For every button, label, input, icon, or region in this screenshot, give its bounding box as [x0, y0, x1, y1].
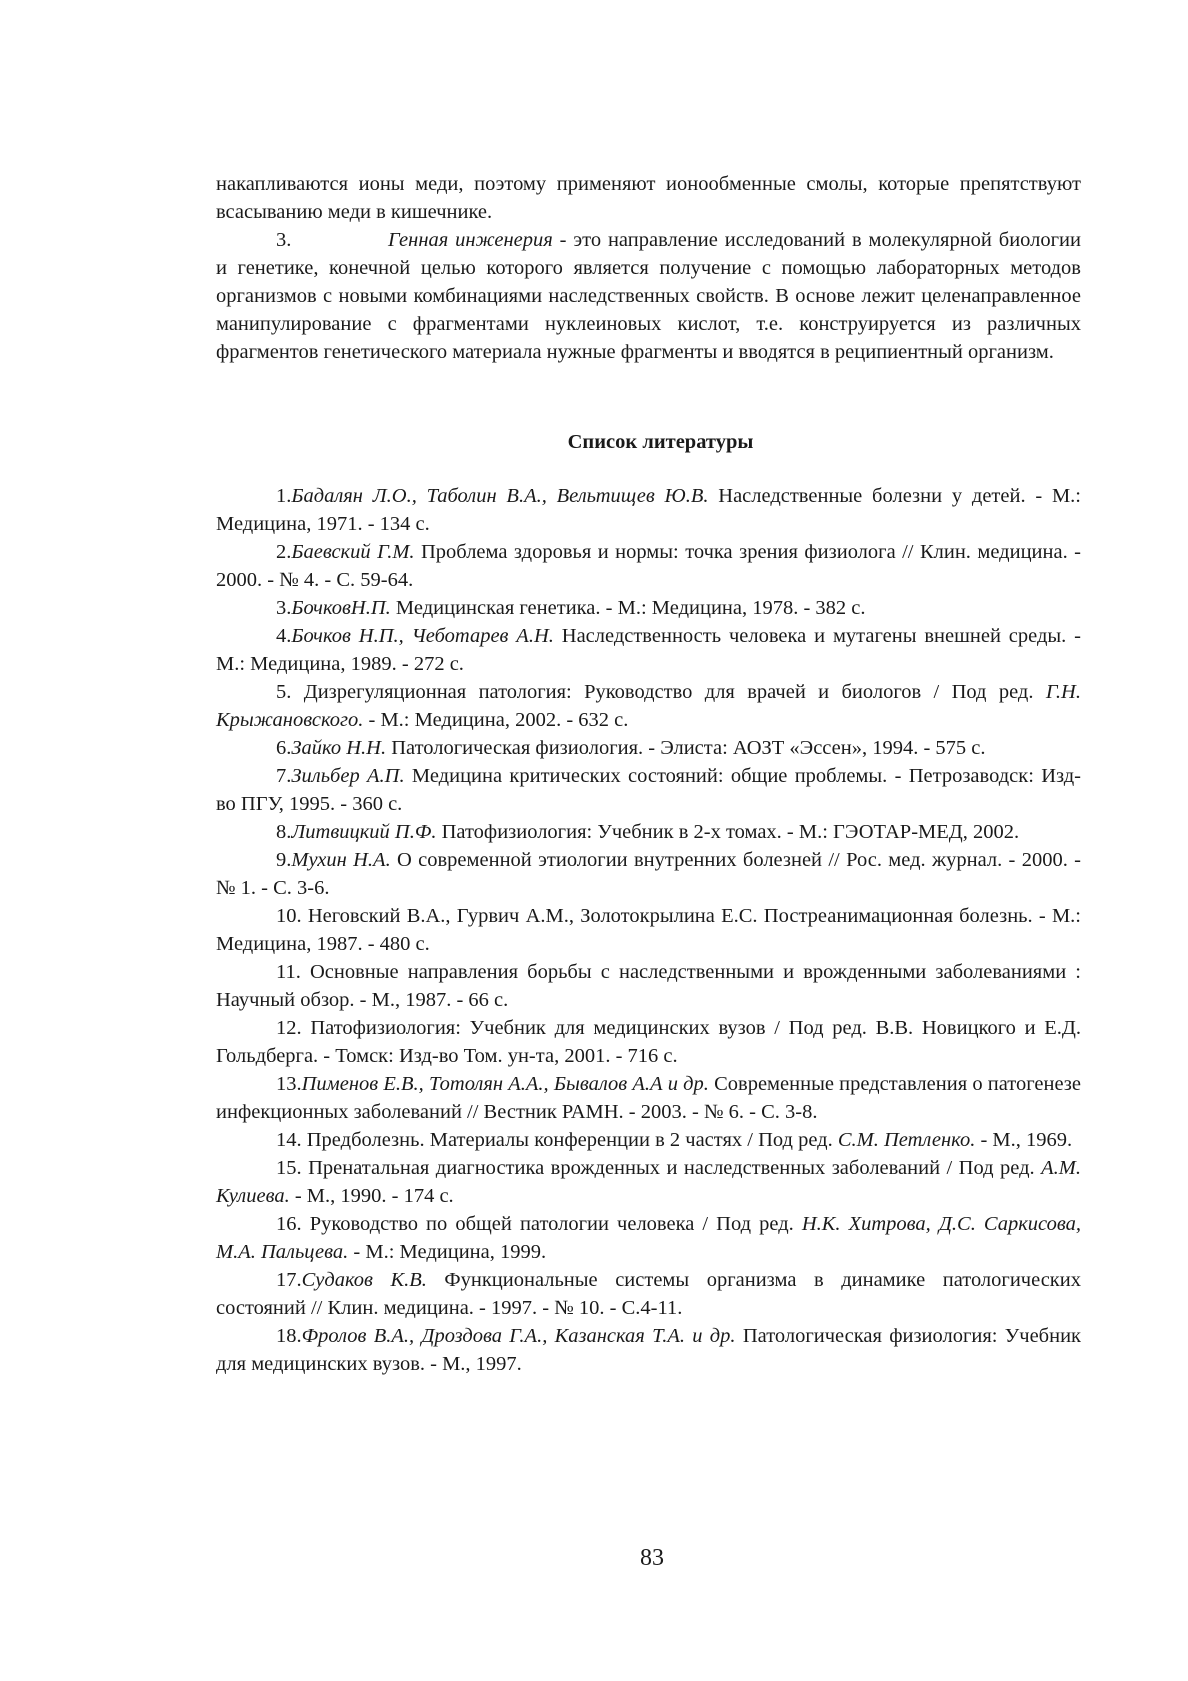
- reference-text: Пренатальная диагностика врожденных и наследственных заболеваний / Под ред.: [301, 1157, 1042, 1179]
- reference-authors: Бочков Н.П., Чеботарев А.Н.: [291, 625, 554, 647]
- reference-item: [216, 1266, 1081, 1322]
- reference-item: [216, 846, 1081, 902]
- reference-text: - М., 1969.: [975, 1129, 1073, 1151]
- reference-number: 12.: [276, 1017, 302, 1039]
- reference-authors: Баевский Г.М.: [291, 541, 415, 563]
- reference-text: - М.: Медицина, 2002. - 632 с.: [363, 709, 629, 731]
- reference-item: [216, 762, 1081, 818]
- reference-number: 17.: [276, 1269, 302, 1291]
- page-content: [216, 170, 1081, 1378]
- reference-item: [216, 958, 1081, 1014]
- reference-item: [216, 1154, 1081, 1210]
- reference-item: [216, 1070, 1081, 1126]
- reference-item: [216, 1126, 1081, 1154]
- reference-text: Современные представления о патогенезе инфекционных заболеваний // Вестник РАМН. - 2003. - № 6. - С. 3-8.: [216, 1073, 1081, 1123]
- reference-number: 18.: [276, 1325, 302, 1347]
- reference-item: [216, 678, 1081, 734]
- reference-number: 8.: [276, 821, 292, 843]
- reference-item: [216, 538, 1081, 594]
- reference-number: 5.: [276, 681, 292, 703]
- reference-authors: Фролов В.А., Дроздова Г.А., Казанская Т.А. и др.: [301, 1325, 736, 1347]
- reference-number: 1.: [276, 485, 292, 507]
- reference-number: 6.: [276, 737, 292, 759]
- references-title: Список литературы: [567, 431, 754, 453]
- reference-number: 10.: [276, 905, 302, 927]
- reference-text: Основные направления борьбы с наследственными и врожденными заболеваниями : Научный обзор. - М., 1987. - 66 с.: [216, 961, 1081, 1011]
- reference-number: 4.: [276, 625, 292, 647]
- reference-number: 15.: [276, 1157, 302, 1179]
- reference-item: [216, 734, 1081, 762]
- reference-text: Медицинская генетика. - М.: Медицина, 1978. - 382 с.: [390, 597, 866, 619]
- reference-text: Неговский В.А., Гурвич А.М., Золотокрылина Е.С. Постреанимационная болезнь. - М.: Медицина, 1987. - 480 с.: [216, 905, 1081, 955]
- paragraph-text: - это направление исследований в молекулярной биологии и генетике, конечной целью которого является получение с помощью лабораторных методов организмов с новыми комбинациями наследственных свойств. В основе лежит целенаправленное манипулирование с фрагментами нуклеиновых кислот, т.е. конструируется из различных фрагментов генетического материала нужные фрагменты и вводятся в реципиентный организм.: [216, 229, 1081, 363]
- reference-item: [216, 1210, 1081, 1266]
- reference-authors: Литвицкий П.Ф.: [291, 821, 437, 843]
- reference-item: [216, 1322, 1081, 1378]
- reference-authors: Бадалян Л.О., Таболин В.А., Вельтищев Ю.В.: [291, 485, 709, 507]
- reference-authors: Зильбер А.П.: [291, 765, 405, 787]
- reference-authors: Г.Н. Крыжановского.: [216, 681, 1081, 731]
- reference-item: [216, 902, 1081, 958]
- reference-text: Наследственность человека и мутагены внешней среды. - М.: Медицина, 1989. - 272 с.: [216, 625, 1081, 675]
- reference-text: - М., 1990. - 174 с.: [289, 1185, 454, 1207]
- reference-authors: Мухин Н.А.: [291, 849, 391, 871]
- reference-text: Проблема здоровья и нормы: точка зрения физиолога // Клин. медицина. - 2000. - № 4. - С. 59-64.: [216, 541, 1081, 591]
- reference-number: 13.: [276, 1073, 302, 1095]
- reference-text: Патологическая физиология: Учебник для медицинских вузов. - М., 1997.: [216, 1325, 1082, 1375]
- reference-text: Патофизиология: Учебник для медицинских вузов / Под ред. В.В. Новицкого и Е.Д. Гольдберга. - Томск: Изд-во Том. ун-та, 2001. - 716 с.: [216, 1017, 1081, 1067]
- reference-authors: БочковН.П.: [291, 597, 391, 619]
- reference-text: Предболезнь. Материалы конференции в 2 частях / Под ред.: [301, 1129, 838, 1151]
- reference-text: Медицина критических состояний: общие проблемы. - Петрозаводск: Изд-во ПГУ, 1995. - 360 с.: [216, 765, 1082, 815]
- reference-authors: Пименов Е.В., Тотолян А.А., Бывалов А.А и др.: [301, 1073, 709, 1095]
- reference-number: 14.: [276, 1129, 302, 1151]
- reference-item: [216, 1014, 1081, 1070]
- reference-text: Руководство по общей патологии человека / Под ред.: [301, 1213, 802, 1235]
- references-list: [216, 482, 1081, 1378]
- reference-item: [216, 818, 1081, 846]
- reference-item: [216, 594, 1081, 622]
- reference-item: [216, 482, 1081, 538]
- reference-item: [216, 622, 1081, 678]
- reference-number: 16.: [276, 1213, 302, 1235]
- page-number: 83: [640, 1545, 664, 1571]
- reference-authors: Зайко Н.Н.: [291, 737, 387, 759]
- paragraph-genetic-engineering: [216, 226, 1081, 366]
- reference-authors: А.М. Кулиева.: [216, 1157, 1081, 1207]
- reference-number: 3.: [276, 597, 292, 619]
- reference-text: О современной этиологии внутренних болезней // Рос. мед. журнал. - 2000. - № 1. - С. 3-6.: [216, 849, 1081, 899]
- reference-number: 7.: [276, 765, 292, 787]
- paragraph-continuation: накапливаются ионы меди, поэтому применяют ионообменные смолы, которые препятствуют всасыванию меди в кишечнике.: [216, 173, 1081, 223]
- reference-text: Патологическая физиология. - Элиста: АОЗТ «Эссен», 1994. - 575 с.: [386, 737, 986, 759]
- reference-number: 9.: [276, 849, 292, 871]
- reference-authors: С.М. Петленко.: [837, 1129, 976, 1151]
- term-genetic-engineering: Генная инженерия: [388, 229, 553, 251]
- reference-text: Наследственные болезни у детей. - М.: Медицина, 1971. - 134 с.: [216, 485, 1082, 535]
- reference-number: 11.: [276, 961, 301, 983]
- reference-text: Патофизиология: Учебник в 2-х томах. - М.: ГЭОТАР-МЕД, 2002.: [436, 821, 1020, 843]
- reference-authors: Н.К. Хитрова, Д.С. Саркисова, М.А. Пальцева.: [216, 1213, 1082, 1263]
- reference-number: 2.: [276, 541, 292, 563]
- reference-text: Дизрегуляционная патология: Руководство для врачей и биологов / Под ред.: [291, 681, 1046, 703]
- reference-text: Функциональные системы организма в динамике патологических состояний // Клин. медицина. - 1997. - № 10. - С.4-11.: [216, 1269, 1081, 1319]
- list-number: 3.: [276, 229, 292, 251]
- reference-authors: Судаков К.В.: [301, 1269, 427, 1291]
- reference-text: - М.: Медицина, 1999.: [348, 1241, 547, 1263]
